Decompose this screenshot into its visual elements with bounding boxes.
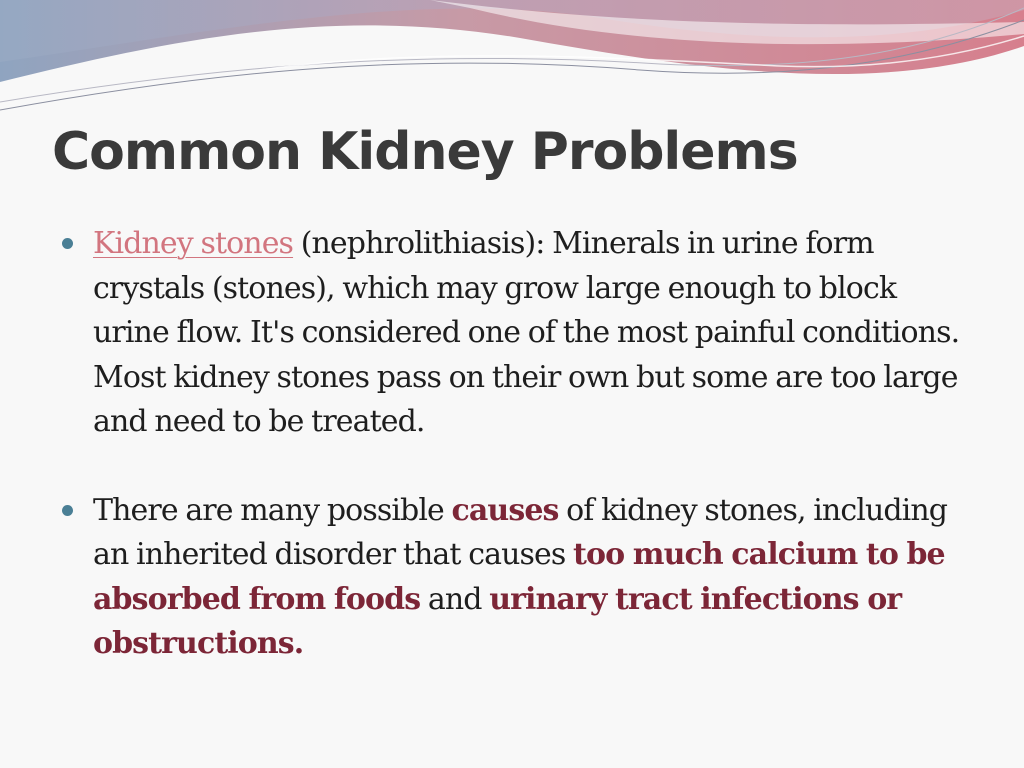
decorative-wave-header [0,0,1024,130]
causes-text-3: and [420,581,490,617]
bullet-kidney-stones [62,222,962,445]
infections-emphasis: urinary tract infections or obstructions. [93,581,902,661]
bullet-list [62,222,962,667]
bullet-dot-icon [62,505,73,516]
bullet-text [93,493,947,662]
bullet-text [93,226,959,439]
causes-emphasis: causes [451,492,559,528]
bullet-causes [62,489,962,667]
causes-text-1: There are many possible [93,492,452,528]
kidney-stones-description: (nephrolithiasis): Minerals in urine form crystals (stones), which may grow large enough to block urine flow. It's considered one of the most painful conditions. Most kidney stones pass on their own but some are too large and need to be treated. [93,226,960,439]
slide-title: Common Kidney Problems [52,122,798,182]
kidney-stones-link[interactable]: Kidney stones [93,226,294,261]
causes-text-2: of kidney stones, including an inherited disorder that causes [93,492,948,572]
calcium-emphasis: too much calcium to be absorbed from foods [93,537,945,617]
bullet-dot-icon [62,238,73,249]
